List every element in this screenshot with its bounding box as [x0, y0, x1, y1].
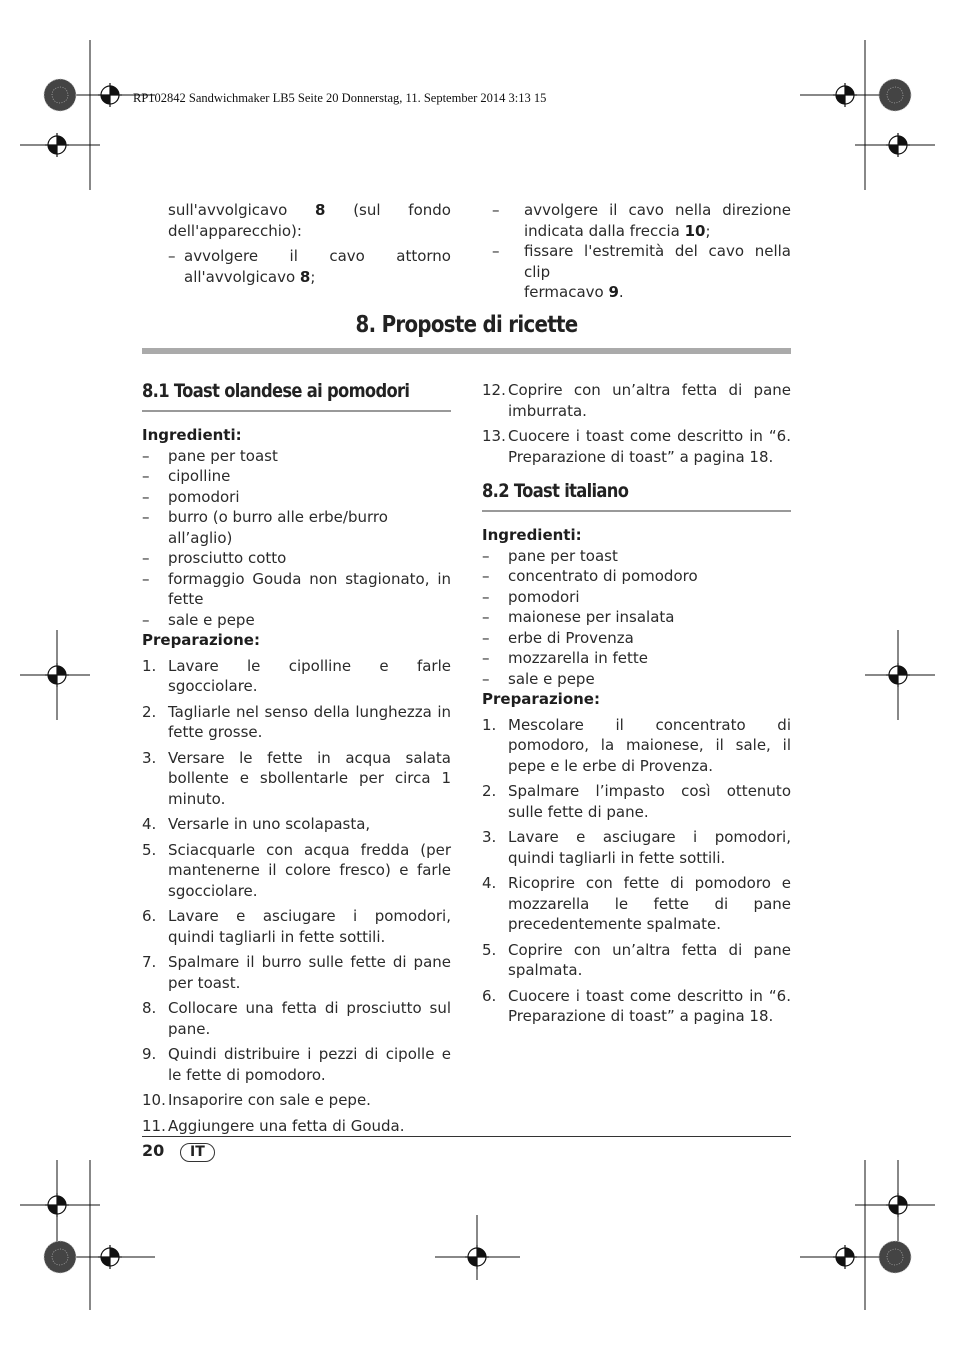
dash-marker: – [168, 247, 176, 265]
ingredient-item [482, 566, 791, 587]
step-number: 7. [142, 953, 157, 971]
ingredient-text: prosciutto cotto [168, 549, 287, 567]
dash-marker: – [482, 608, 490, 626]
ingredient-text: erbe di Provenza [508, 628, 634, 647]
intro-word-1: sull'avvolgicavo [168, 201, 288, 219]
step-text: Ricoprire con fette di pomodoro e mozzarella le fette di pane precedentemente spalmate. [508, 874, 791, 933]
step-item [142, 952, 451, 993]
section1-body [142, 425, 451, 1141]
step-number: 2. [142, 702, 157, 721]
item-line2-pre: all'avvolgicavo [184, 267, 300, 286]
step-item [142, 1044, 451, 1085]
intro-word-3: (sul [353, 201, 381, 219]
step-number: 5. [482, 940, 497, 959]
step-number: 6. [482, 986, 497, 1005]
step-text: Lavare e asciugare i pomodori, quindi tagliarli in fette sottili. [168, 907, 451, 946]
step-number: 5. [142, 840, 157, 859]
step-number: 3. [142, 748, 157, 767]
step-number: 8. [142, 999, 157, 1017]
ingredient-item [482, 607, 791, 628]
ingredient-item [142, 487, 451, 508]
top-right-item1-bold: 10 [684, 221, 706, 240]
section1-steps-continued-list [482, 380, 791, 467]
ingredient-text: mozzarella in fette [508, 649, 649, 667]
step-text: Cuocere i toast come descritto in “6. Preparazione di toast” a pagina 18. [508, 427, 791, 466]
step-text: Spalmare l’impasto così ottenuto sulle fette di pane. [508, 782, 791, 821]
item-word-4: attorno [396, 247, 451, 265]
ingredient-item [482, 546, 791, 567]
dash-marker: – [482, 546, 490, 565]
step-item [142, 748, 451, 810]
step-number: 12. [482, 381, 506, 399]
dash-marker: – [492, 242, 500, 260]
dash-marker: – [142, 487, 150, 506]
step-item [142, 840, 451, 902]
step-number: 3. [482, 828, 497, 846]
step-item [482, 426, 791, 467]
ingredient-item [142, 507, 451, 548]
step-number: 6. [142, 907, 157, 925]
step-item [142, 1090, 451, 1111]
ingredient-item [482, 587, 791, 608]
dash-marker: – [482, 649, 490, 667]
top-left-item [168, 246, 451, 287]
ingredient-text: pane per toast [508, 546, 618, 565]
step-text: Aggiungere una fetta di Gouda. [168, 1116, 405, 1135]
step-number: 13. [482, 427, 506, 445]
section2-body [482, 525, 791, 1032]
step-number: 4. [142, 815, 157, 833]
language-badge: IT [180, 1143, 215, 1162]
step-text: Lavare le cipolline e farle sgocciolare. [168, 656, 451, 695]
footer-rule [142, 1136, 791, 1137]
ingredient-item [142, 466, 451, 487]
chapter-title-rule [142, 348, 791, 354]
step-item [482, 781, 791, 822]
section1-ingredients-label: Ingredienti: [142, 426, 242, 444]
step-number: 1. [482, 715, 497, 734]
top-left-intro-line2: dell'apparecchio): [168, 221, 302, 240]
dash-marker: – [142, 446, 150, 465]
step-text: Coprire con un’altra fetta di pane spalmata. [508, 940, 791, 979]
ingredient-text: concentrato di pomodoro [508, 567, 698, 585]
section1-title: 8.1 Toast olandese ai pomodori [142, 380, 410, 402]
dash-marker: – [482, 628, 490, 647]
top-right-item2-pre: fermacavo [524, 283, 609, 301]
ingredient-item [482, 628, 791, 649]
step-item [482, 715, 791, 777]
dash-marker: – [142, 569, 150, 588]
step-text: Sciacquarle con acqua fredda (per mantenerne il colore fresco) e farle sgocciolare. [168, 840, 451, 900]
item-line2-bold: 8 [299, 267, 311, 286]
top-right-item2-bold: 9 [608, 283, 619, 301]
step-item [142, 998, 451, 1039]
section1-title-rule [142, 410, 451, 412]
dash-marker: – [142, 508, 150, 526]
ingredient-text: cipolline [168, 467, 231, 485]
ingredient-text: burro (o burro alle erbe/burro all’aglio) [168, 508, 388, 547]
top-right-item2-post: . [618, 283, 624, 301]
dash-marker: – [482, 669, 490, 688]
ingredient-text: formaggio Gouda non stagionato, in fette [168, 569, 451, 608]
ingredient-item [142, 569, 451, 610]
ingredient-item [482, 648, 791, 669]
step-text: Tagliarle nel senso della lunghezza in fette grosse. [168, 702, 451, 741]
section1-steps [142, 656, 451, 1137]
step-item [482, 827, 791, 868]
ingredient-text: pomodori [168, 487, 240, 506]
page-number: 20 [142, 1141, 165, 1160]
item-line2-post: ; [310, 267, 316, 286]
step-text: Coprire con un’altra fetta di pane imburrata. [508, 381, 791, 420]
section2-title-rule [482, 510, 791, 512]
intro-word-4: fondo [408, 201, 451, 219]
section2-title: 8.2 Toast italiano [482, 480, 629, 502]
item-word-3: cavo [329, 247, 365, 265]
step-item [142, 814, 451, 835]
print-header: RP102842 Sandwichmaker LB5 Seite 20 Donnerstag, 11. September 2014 3:13 15 [133, 91, 547, 105]
step-text: Versare le fette in acqua salata bollente e sbollentarle per circa 1 minuto. [168, 748, 451, 808]
step-text: Cuocere i toast come descritto in “6. Preparazione di toast” a pagina 18. [508, 986, 791, 1025]
dash-marker: – [142, 549, 150, 567]
step-item [142, 656, 451, 697]
step-number: 4. [482, 874, 497, 892]
top-right-item-2 [492, 241, 791, 303]
top-right-item-1 [492, 200, 791, 241]
top-right-item2-line1: fissare l'estremità del cavo nella clip [524, 242, 791, 281]
section2-preparation-label: Preparazione: [482, 690, 600, 708]
section2-steps [482, 715, 791, 1027]
top-left-text [168, 200, 451, 287]
step-number: 10. [142, 1091, 166, 1109]
top-right-item1-pre: indicata dalla freccia [524, 221, 685, 240]
step-text: Insaporire con sale e pepe. [168, 1091, 371, 1109]
ingredient-item [142, 610, 451, 631]
section1-preparation-label: Preparazione: [142, 631, 260, 649]
step-text: Versarle in uno scolapasta, [168, 815, 371, 833]
ingredient-item [482, 669, 791, 690]
chapter-title: 8. Proposte di ricette [355, 312, 578, 338]
ingredient-text: sale e pepe [508, 669, 595, 688]
step-item [142, 906, 451, 947]
step-item [482, 986, 791, 1027]
dash-marker: – [142, 610, 150, 629]
ingredient-text: pane per toast [168, 446, 278, 465]
top-right-item1-line1: avvolgere il cavo nella direzione [524, 201, 791, 219]
step-number: 1. [142, 656, 157, 675]
item-word-1: avvolgere [184, 247, 259, 265]
intro-word-2: 8 [315, 201, 326, 219]
ingredient-text: maionese per insalata [508, 608, 675, 626]
step-number: 2. [482, 782, 497, 800]
step-item [482, 380, 791, 421]
step-item [482, 873, 791, 935]
top-right-text [492, 200, 791, 303]
top-right-item1-post: ; [705, 221, 711, 240]
step-number: 11. [142, 1116, 166, 1135]
step-text: Spalmare il burro sulle fette di pane per toast. [168, 953, 451, 992]
step-item [482, 940, 791, 981]
step-text: Quindi distribuire i pezzi di cipolle e le fette di pomodoro. [168, 1045, 451, 1084]
dash-marker: – [492, 201, 500, 219]
step-number: 9. [142, 1045, 157, 1063]
ingredient-item [142, 446, 451, 467]
step-text: Lavare e asciugare i pomodori, quindi tagliarli in fette sottili. [508, 828, 791, 867]
dash-marker: – [482, 587, 490, 606]
dash-marker: – [482, 567, 490, 585]
step-text: Collocare una fetta di prosciutto sul pane. [168, 999, 451, 1038]
ingredient-text: sale e pepe [168, 610, 255, 629]
ingredient-item [142, 548, 451, 569]
dash-marker: – [142, 467, 150, 485]
ingredient-text: pomodori [508, 587, 580, 606]
step-text: Mescolare il concentrato di pomodoro, la maionese, il sale, il pepe e le erbe di Provenza. [508, 715, 791, 775]
step-item [142, 702, 451, 743]
step-item [142, 1116, 451, 1137]
section2-ingredients-label: Ingredienti: [482, 526, 582, 544]
item-word-2: il [289, 247, 298, 265]
section1-steps-continued [482, 380, 791, 472]
top-left-intro [168, 200, 451, 221]
